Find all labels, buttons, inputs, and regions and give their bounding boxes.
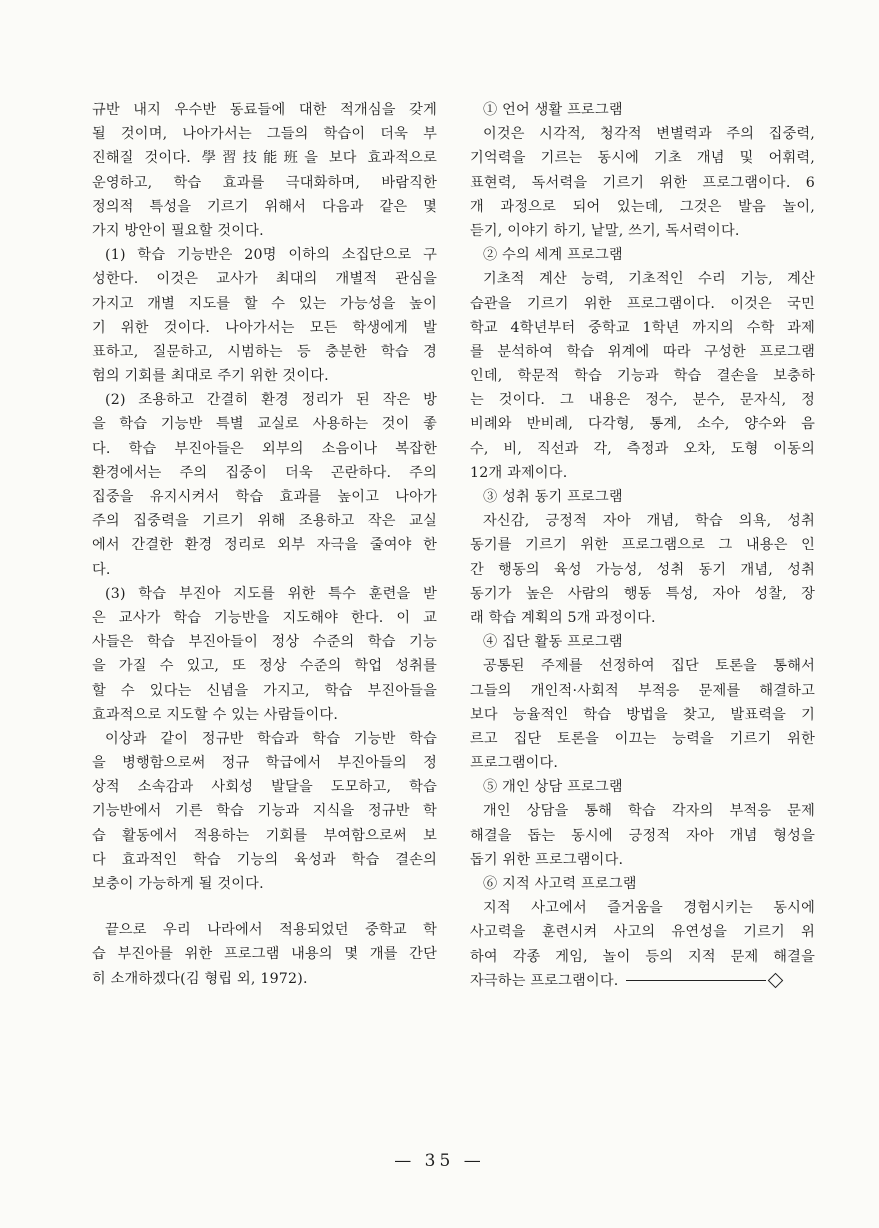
text-line: 을 가질 수 있고, 또 정상 수준의 학업 성취를 — [92, 658, 437, 675]
text-line: 비례와 반비례, 다각형, 통계, 소수, 양수와 음 — [470, 416, 815, 433]
text-line: 사고력을 훈련시켜 사고의 유연성을 기르기 위 — [470, 924, 815, 941]
text-line: 이것은 시각적, 청각적 변별력과 주의 집중력, — [483, 126, 815, 143]
text-line: 보다 능율적인 학습 방법을 찾고, 발표력을 기 — [470, 706, 815, 723]
text-line: 는 것이다. 그 내용은 정수, 분수, 문자식, 정 — [470, 392, 815, 409]
text-line: 가지고 개별 지도를 할 수 있는 가능성을 높이 — [92, 295, 437, 312]
paragraph-gap — [92, 896, 437, 918]
text-line: 표하고, 질문하고, 시범하는 등 충분한 학습 경 — [92, 343, 437, 360]
text-line: 기억력을 기르는 동시에 기초 개념 및 어휘력, — [470, 150, 815, 167]
page-number: — 35 — — [394, 1151, 485, 1171]
text-line: 다. — [92, 561, 111, 578]
text-line: 기초적 계산 능력, 기초적인 수리 기능, 계산 — [483, 271, 815, 288]
text-line: 보충이 가능하게 될 것이다. — [92, 876, 264, 892]
text-line: 자극하는 프로그램이다. — [470, 972, 619, 989]
section-thinking — [470, 872, 815, 993]
text-line: 운영하고, 학습 효과를 극대화하며, 바람직한 — [92, 174, 437, 191]
left-column — [92, 98, 437, 991]
text-line: 주의 집중력을 기르기 위해 조용하고 작은 교실 — [92, 513, 437, 530]
text-line: 정의적 특성을 기르기 위해서 다음과 같은 몇 — [92, 198, 437, 215]
text-line: 효과적으로 지도할 수 있는 사람들이다. — [92, 706, 339, 723]
text-line: 은 교사가 학습 기능반을 지도해야 한다. 이 교 — [92, 609, 437, 626]
text-line: 기능반에서 기른 학습 기능과 지식을 정규반 학 — [92, 803, 437, 820]
section-heading: ⑤ 개인 상담 프로그램 — [483, 779, 623, 796]
text-line: 개 과정으로 되어 있는데, 그것은 발음 놀이, — [470, 198, 815, 215]
text-line: (3) 학습 부진아 지도를 위한 특수 훈련을 받 — [105, 585, 437, 602]
section-heading: ⑥ 지적 사고력 프로그램 — [483, 876, 637, 892]
text-line: 을 병행함으로써 정규 학급에서 부진아들의 정 — [92, 755, 437, 772]
section-heading: ② 수의 세계 프로그램 — [483, 247, 623, 264]
text-line: 그들의 개인적·사회적 부적응 문제를 해결하고 — [470, 682, 815, 699]
text-line: 이상과 같이 정규반 학습과 학습 기능반 학습 — [105, 730, 437, 747]
item-1-paragraph — [92, 243, 437, 388]
text-line: 사들은 학습 부진아들이 정상 수준의 학습 기능 — [92, 634, 437, 651]
text-line: 상적 소속감과 사회성 발달을 도모하고, 학습 — [92, 779, 437, 796]
text-line: 성한다. 이것은 교사가 최대의 개별적 관심을 — [92, 271, 437, 288]
text-line: 동기를 기르기 위한 프로그램으로 그 내용은 인 — [470, 537, 815, 554]
text-line: 습 부진아를 위한 프로그램 내용의 몇 개를 간단 — [92, 946, 437, 963]
text-line: 진해질 것이다. 學習技能班을 보다 효과적으로 — [92, 150, 437, 167]
text-line: 간 행동의 육성 가능성, 성취 동기 개념, 성취 — [470, 561, 815, 578]
text-line: 을 학습 기능반 특별 교실로 사용하는 것이 좋 — [92, 416, 437, 433]
section-math — [470, 243, 815, 485]
text-line: 동기가 높은 사람의 행동 특성, 자아 성찰, 장 — [470, 585, 815, 602]
text-line: 끝으로 우리 나라에서 적용되었던 중학교 학 — [105, 922, 437, 939]
text-line: 집중을 유지시켜서 학습 효과를 높이고 나아가 — [92, 489, 437, 505]
text-line: 래 학습 계획의 5개 과정이다. — [470, 609, 656, 626]
closing-paragraph — [92, 918, 437, 991]
final-line — [470, 969, 815, 993]
text-line: 할 수 있다는 신념을 가지고, 학습 부진아들을 — [92, 682, 437, 699]
text-line: (2) 조용하고 간결히 환경 정리가 된 작은 방 — [105, 392, 437, 409]
text-line: 12개 과제이다. — [470, 464, 568, 481]
text-line: 돕기 위한 프로그램이다. — [470, 851, 624, 868]
right-column — [470, 98, 815, 993]
section-group-activity — [470, 630, 815, 775]
text-line: 기 위한 것이다. 나아가서는 모든 학생에게 발 — [92, 319, 437, 336]
text-line: 수, 비, 직선과 각, 측정과 오차, 도형 이동의 — [470, 440, 815, 457]
summary-paragraph — [92, 727, 437, 896]
intro-paragraph — [92, 98, 437, 243]
section-heading: ③ 성취 동기 프로그램 — [483, 489, 623, 505]
text-line: 하여 각종 게임, 놀이 등의 지적 문제 해결을 — [470, 948, 815, 965]
text-line: 험의 기회를 최대로 주기 위한 것이다. — [92, 368, 329, 385]
text-line: 가지 방안이 필요할 것이다. — [92, 222, 264, 239]
text-line: (1) 학습 기능반은 20명 이하의 소집단으로 구 — [105, 247, 437, 264]
text-line: 히 소개하겠다(김 형립 외, 1972). — [92, 970, 308, 987]
text-line: 공통된 주제를 선정하여 집단 토론을 통해서 — [483, 658, 815, 675]
text-line: 습관을 기르기 위한 프로그램이다. 이것은 국민 — [470, 295, 815, 312]
text-line: 환경에서는 주의 집중이 더욱 곤란하다. 주의 — [92, 464, 437, 481]
text-line: 규반 내지 우수반 동료들에 대한 적개심을 갖게 — [92, 102, 437, 118]
item-2-paragraph — [92, 388, 437, 582]
section-heading: ④ 집단 활동 프로그램 — [483, 634, 623, 651]
text-line: 르고 집단 토론을 이끄는 능력을 기르기 위한 — [470, 730, 815, 747]
section-motivation — [470, 485, 815, 630]
end-mark — [626, 975, 781, 986]
text-line: 다. 학습 부진아들은 외부의 소음이나 복잡한 — [92, 440, 437, 457]
text-line: 학교 4학년부터 중학교 1학년 까지의 수학 과제 — [470, 319, 815, 336]
text-line: 에서 간결한 환경 정리로 외부 자극을 줄여야 한 — [92, 537, 437, 554]
end-rule — [626, 980, 766, 981]
section-counseling — [470, 775, 815, 872]
text-line: 표현력, 독서력을 기르기 위한 프로그램이다. 6 — [470, 174, 815, 191]
text-line: 다 효과적인 학습 기능의 육성과 학습 결손의 — [92, 851, 437, 868]
text-line: 해결을 돕는 동시에 긍정적 자아 개념 형성을 — [470, 827, 815, 844]
item-3-paragraph — [92, 582, 437, 727]
text-line: 듣기, 이야기 하기, 낱말, 쓰기, 독서력이다. — [470, 222, 740, 239]
text-line: 인데, 학문적 학습 기능과 학습 결손을 보충하 — [470, 368, 815, 385]
text-line: 지적 사고에서 즐거움을 경험시키는 동시에 — [483, 900, 815, 917]
section-heading: ① 언어 생활 프로그램 — [483, 102, 623, 118]
text-line: 개인 상담을 통해 학습 각자의 부적응 문제 — [483, 803, 815, 820]
text-line: 를 분석하여 학습 위계에 따라 구성한 프로그램 — [470, 343, 815, 360]
diamond-icon — [768, 973, 784, 989]
text-line: 습 활동에서 적용하는 기회를 부여함으로써 보 — [92, 827, 437, 844]
section-language — [470, 98, 815, 243]
text-line: 될 것이며, 나아가서는 그들의 학습이 더욱 부 — [92, 126, 437, 143]
text-line: 프로그램이다. — [470, 755, 559, 772]
text-line: 자신감, 긍정적 자아 개념, 학습 의욕, 성취 — [483, 513, 815, 530]
